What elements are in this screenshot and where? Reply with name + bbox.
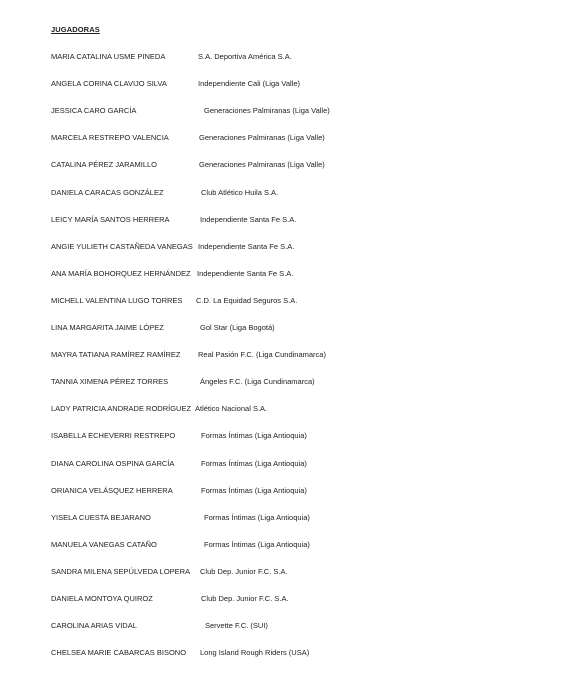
player-name: LINA MARGARITA JAIME LÓPEZ	[51, 323, 164, 332]
player-club: Independiente Santa Fe S.A.	[197, 268, 294, 278]
player-club: Club Dep. Junior F.C. S.A.	[201, 594, 289, 603]
player-name: LEICY MARÍA SANTOS HERRERA	[51, 214, 170, 224]
player-name: YISELA CUESTA BEJARANO	[51, 512, 151, 522]
player-club: Formas Íntimas (Liga Antioquia)	[201, 485, 307, 495]
player-name: CAROLINA ARIAS VIDAL	[51, 621, 137, 631]
player-row	[0, 51, 570, 63]
player-club: Formas Íntimas (Liga Antioquia)	[204, 512, 310, 522]
player-row	[0, 349, 570, 361]
section-heading: JUGADORAS	[51, 25, 100, 34]
player-club: Atlético Nacional S.A.	[195, 404, 268, 414]
player-name: MICHELL VALENTINA LUGO TORRES	[51, 295, 183, 305]
player-row	[0, 295, 570, 307]
player-name: ANGELA CORINA CLAVIJO SILVA	[51, 79, 167, 89]
player-name: CATALINA PÉREZ JARAMILLO	[51, 160, 157, 170]
player-row	[0, 214, 570, 226]
player-name: MANUELA VANEGAS CATAÑO	[51, 539, 157, 549]
player-row	[0, 403, 570, 415]
player-name: ANA MARÍA BOHORQUEZ HERNÁNDEZ	[51, 268, 191, 278]
player-club: Generaciones Palmiranas (Liga Valle)	[204, 106, 330, 116]
player-row	[0, 322, 570, 334]
player-row	[0, 132, 570, 144]
player-row	[0, 105, 570, 117]
player-club: Formas Íntimas (Liga Antioquia)	[201, 431, 307, 441]
player-row	[0, 187, 570, 199]
player-row	[0, 159, 570, 171]
player-club: S.A. Deportiva América S.A.	[198, 52, 292, 61]
player-club: Generaciones Palmiranas (Liga Valle)	[199, 133, 325, 143]
player-name: LADY PATRICIA ANDRADE RODRÍGUEZ	[51, 404, 192, 414]
player-name: MARIA CATALINA USME PINEDA	[51, 52, 166, 61]
player-row	[0, 376, 570, 388]
player-name: DANIELA MONTOYA QUIROZ	[51, 594, 153, 603]
player-name: SANDRA MILENA SEPÚLVEDA LOPERA	[51, 566, 191, 576]
player-club: Long Island Rough Riders (USA)	[200, 648, 310, 658]
player-club: Independiente Santa Fe S.A.	[198, 241, 295, 251]
player-name: MARCELA RESTREPO VALENCIA	[51, 133, 169, 143]
player-club: Generaciones Palmiranas (Liga Valle)	[199, 160, 325, 170]
player-club: Real Pasión F.C. (Liga Cundinamarca)	[198, 350, 326, 360]
player-name: TANNIA XIMENA PÉREZ TORRES	[51, 377, 169, 387]
player-club: C.D. La Equidad Seguros S.A.	[196, 295, 298, 305]
player-row	[0, 458, 570, 470]
player-name: MAYRA TATIANA RAMÍREZ RAMÍREZ	[51, 350, 181, 360]
player-row	[0, 539, 570, 551]
player-club: Formas Íntimas (Liga Antioquia)	[204, 539, 310, 549]
player-club: Independiente Cali (Liga Valle)	[198, 79, 301, 89]
player-row	[0, 430, 570, 442]
player-club: Club Dep. Junior F.C. S.A.	[200, 566, 288, 576]
player-club: Ángeles F.C. (Liga Cundinamarca)	[200, 377, 315, 387]
player-row	[0, 620, 570, 632]
player-club: Formas Íntimas (Liga Antioquia)	[201, 458, 307, 468]
player-row	[0, 268, 570, 280]
player-name: DIANA CAROLINA OSPINA GARCÍA	[51, 458, 175, 468]
player-name: DANIELA CARACAS GONZÁLEZ	[51, 187, 164, 197]
player-club: Club Atlético Huila S.A.	[201, 187, 279, 197]
player-row	[0, 241, 570, 253]
player-row	[0, 512, 570, 524]
player-row	[0, 647, 570, 659]
player-row	[0, 485, 570, 497]
player-name: ISABELLA ECHEVERRI RESTREPO	[51, 431, 176, 441]
player-row	[0, 78, 570, 90]
player-club: Gol Star (Liga Bogotá)	[200, 323, 275, 332]
player-name: ORIANICA VELÁSQUEZ HERRERA	[51, 485, 173, 495]
player-row	[0, 593, 570, 605]
player-club: Servette F.C. (SUI)	[205, 621, 268, 631]
player-name: JESSICA CARO GARCÍA	[51, 106, 137, 116]
player-name: ANGIE YULIETH CASTAÑEDA VANEGAS	[51, 241, 193, 251]
player-name: CHELSEA MARIE CABARCAS BISONO	[51, 648, 187, 658]
player-row	[0, 566, 570, 578]
player-club: Independiente Santa Fe S.A.	[200, 214, 297, 224]
